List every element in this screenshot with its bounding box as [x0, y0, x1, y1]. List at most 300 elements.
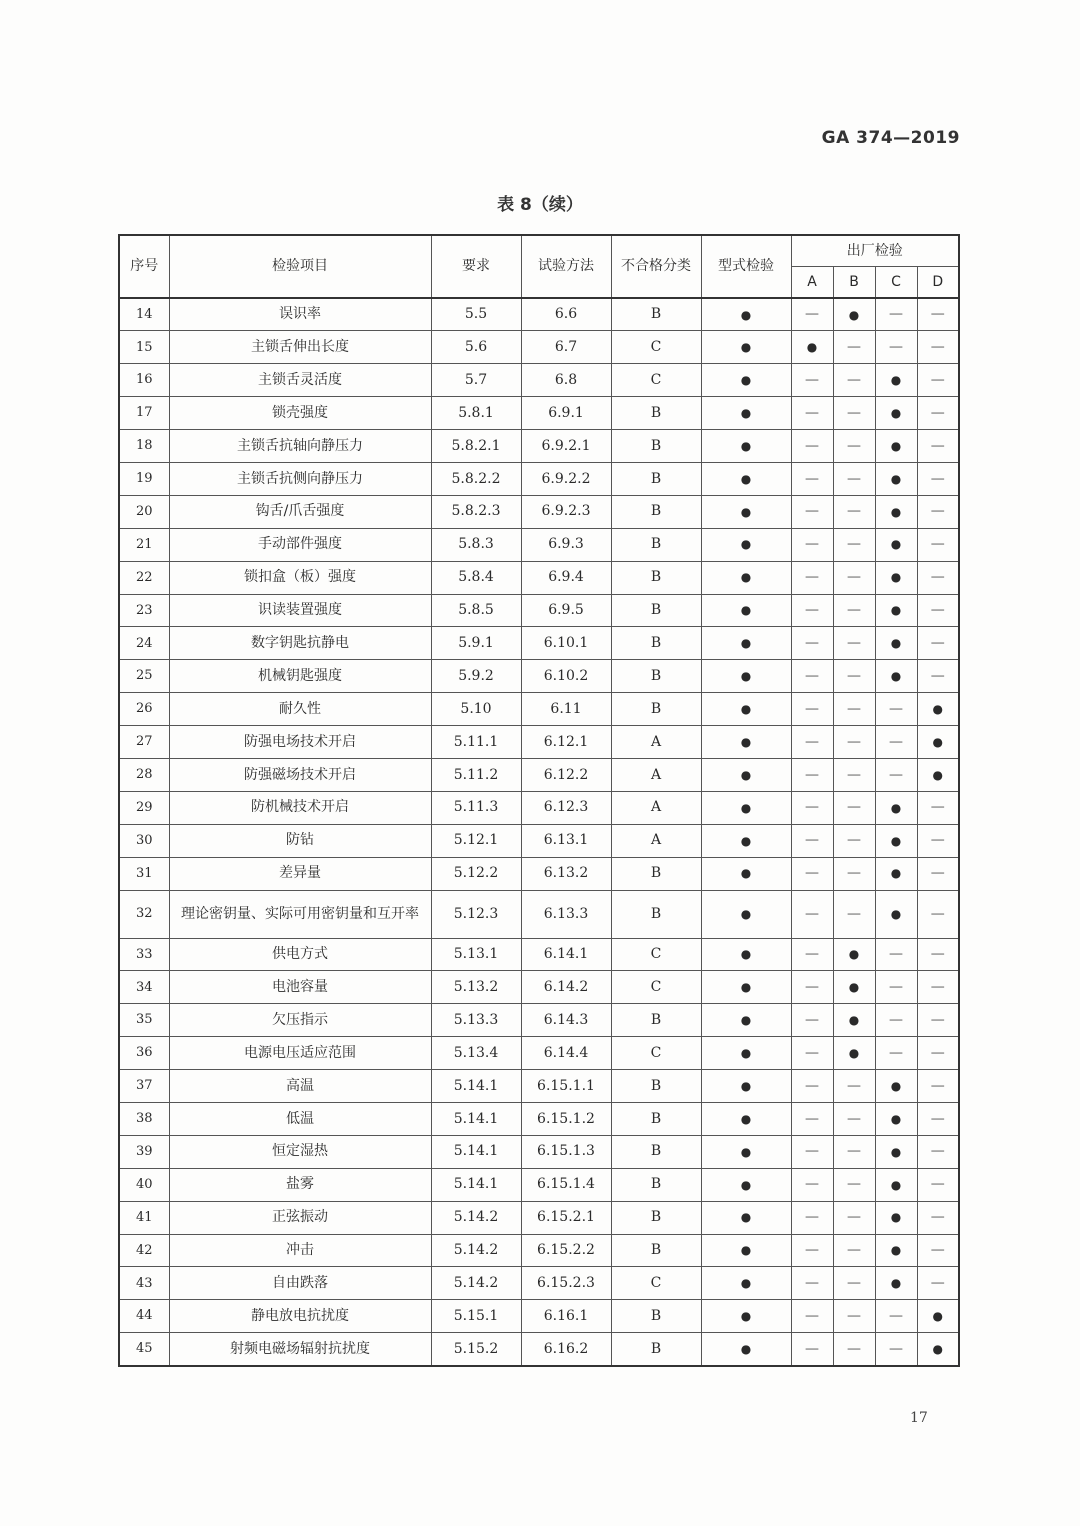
row-factory-b: — — [833, 660, 875, 693]
row-factory-d: — — [917, 1004, 959, 1037]
row-class: B — [611, 890, 701, 938]
row-factory-c: ● — [875, 528, 917, 561]
row-factory-a: — — [791, 528, 833, 561]
page-number: 17 — [910, 1410, 928, 1426]
row-factory-b: — — [833, 1234, 875, 1267]
row-class: B — [611, 495, 701, 528]
row-factory-b: — — [833, 627, 875, 660]
row-factory-a: — — [791, 1201, 833, 1234]
row-factory-d: ● — [917, 1300, 959, 1333]
row-number: 14 — [119, 298, 169, 331]
row-number: 18 — [119, 430, 169, 463]
row-item: 主锁舌抗侧向静压力 — [169, 462, 431, 495]
row-test-method: 6.9.1 — [521, 397, 611, 430]
row-test-method: 6.15.1.1 — [521, 1070, 611, 1103]
row-class: C — [611, 364, 701, 397]
row-test-method: 6.15.2.2 — [521, 1234, 611, 1267]
header-item: 检验项目 — [169, 235, 431, 298]
row-number: 22 — [119, 561, 169, 594]
row-type-test: ● — [701, 660, 791, 693]
row-requirement: 5.14.1 — [431, 1070, 521, 1103]
row-factory-c: — — [875, 758, 917, 791]
row-factory-d: — — [917, 594, 959, 627]
row-requirement: 5.9.1 — [431, 627, 521, 660]
row-test-method: 6.9.5 — [521, 594, 611, 627]
row-factory-b: — — [833, 1135, 875, 1168]
table-row — [119, 1070, 959, 1103]
row-factory-a: — — [791, 938, 833, 971]
row-item: 电池容量 — [169, 971, 431, 1004]
row-factory-d: — — [917, 430, 959, 463]
row-factory-d: ● — [917, 1333, 959, 1366]
row-factory-d: — — [917, 397, 959, 430]
row-factory-b: ● — [833, 971, 875, 1004]
row-factory-b: — — [833, 397, 875, 430]
row-factory-b: ● — [833, 298, 875, 331]
row-type-test: ● — [701, 430, 791, 463]
row-type-test: ● — [701, 627, 791, 660]
row-test-method: 6.9.3 — [521, 528, 611, 561]
row-type-test: ● — [701, 938, 791, 971]
row-test-method: 6.13.1 — [521, 824, 611, 857]
row-factory-d: ● — [917, 693, 959, 726]
row-factory-c: ● — [875, 561, 917, 594]
row-number: 40 — [119, 1168, 169, 1201]
row-factory-c: ● — [875, 397, 917, 430]
row-number: 34 — [119, 971, 169, 1004]
row-item: 防机械技术开启 — [169, 791, 431, 824]
row-factory-c: ● — [875, 1267, 917, 1300]
table-row — [119, 758, 959, 791]
row-requirement: 5.14.1 — [431, 1102, 521, 1135]
row-class: B — [611, 1234, 701, 1267]
row-factory-c: ● — [875, 594, 917, 627]
row-factory-a: — — [791, 890, 833, 938]
row-class: B — [611, 857, 701, 890]
row-requirement: 5.15.1 — [431, 1300, 521, 1333]
row-factory-d: — — [917, 938, 959, 971]
row-item: 静电放电抗扰度 — [169, 1300, 431, 1333]
row-requirement: 5.6 — [431, 331, 521, 364]
row-number: 45 — [119, 1333, 169, 1366]
table-row — [119, 1333, 959, 1366]
row-factory-b: — — [833, 495, 875, 528]
row-factory-b: — — [833, 726, 875, 759]
row-factory-b: ● — [833, 938, 875, 971]
table-row — [119, 938, 959, 971]
row-factory-c: ● — [875, 495, 917, 528]
table-row — [119, 1267, 959, 1300]
table-body — [119, 298, 959, 1366]
row-class: B — [611, 397, 701, 430]
row-item: 耐久性 — [169, 693, 431, 726]
row-requirement: 5.14.2 — [431, 1234, 521, 1267]
row-number: 16 — [119, 364, 169, 397]
row-number: 30 — [119, 824, 169, 857]
row-factory-a: — — [791, 1333, 833, 1366]
row-factory-b: — — [833, 890, 875, 938]
row-factory-a: — — [791, 1168, 833, 1201]
row-item: 数字钥匙抗静电 — [169, 627, 431, 660]
row-factory-c: — — [875, 938, 917, 971]
row-item: 供电方式 — [169, 938, 431, 971]
row-test-method: 6.12.3 — [521, 791, 611, 824]
table-row — [119, 331, 959, 364]
row-class: B — [611, 660, 701, 693]
row-type-test: ● — [701, 331, 791, 364]
row-factory-d: — — [917, 462, 959, 495]
row-number: 31 — [119, 857, 169, 890]
row-item: 射频电磁场辐射抗扰度 — [169, 1333, 431, 1366]
row-class: B — [611, 1300, 701, 1333]
row-factory-b: — — [833, 824, 875, 857]
row-factory-c: — — [875, 693, 917, 726]
row-factory-a: — — [791, 857, 833, 890]
row-test-method: 6.8 — [521, 364, 611, 397]
row-factory-d: — — [917, 528, 959, 561]
row-factory-b: — — [833, 1201, 875, 1234]
row-type-test: ● — [701, 1102, 791, 1135]
row-requirement: 5.14.2 — [431, 1201, 521, 1234]
row-type-test: ● — [701, 1070, 791, 1103]
row-class: C — [611, 1037, 701, 1070]
row-number: 20 — [119, 495, 169, 528]
row-type-test: ● — [701, 1135, 791, 1168]
header-type-test: 型式检验 — [701, 235, 791, 298]
row-type-test: ● — [701, 971, 791, 1004]
row-factory-a: — — [791, 462, 833, 495]
row-test-method: 6.14.1 — [521, 938, 611, 971]
row-factory-c: — — [875, 1333, 917, 1366]
row-type-test: ● — [701, 528, 791, 561]
row-factory-d: — — [917, 824, 959, 857]
row-type-test: ● — [701, 1234, 791, 1267]
row-factory-a: — — [791, 660, 833, 693]
row-factory-d: — — [917, 364, 959, 397]
row-factory-a: — — [791, 758, 833, 791]
row-type-test: ● — [701, 693, 791, 726]
header-factory-a: A — [791, 267, 833, 299]
row-class: C — [611, 331, 701, 364]
row-factory-c: — — [875, 1037, 917, 1070]
row-factory-d: ● — [917, 726, 959, 759]
row-factory-c: ● — [875, 857, 917, 890]
row-requirement: 5.13.3 — [431, 1004, 521, 1037]
row-factory-a: — — [791, 1234, 833, 1267]
row-factory-b: ● — [833, 1004, 875, 1037]
row-class: B — [611, 1168, 701, 1201]
row-factory-c: ● — [875, 1135, 917, 1168]
row-requirement: 5.11.1 — [431, 726, 521, 759]
row-class: A — [611, 791, 701, 824]
row-test-method: 6.12.1 — [521, 726, 611, 759]
row-item: 理论密钥量、实际可用密钥量和互开率 — [169, 890, 431, 938]
row-type-test: ● — [701, 1168, 791, 1201]
row-factory-a: — — [791, 1004, 833, 1037]
table-row — [119, 1234, 959, 1267]
row-factory-d: — — [917, 331, 959, 364]
row-item: 正弦振动 — [169, 1201, 431, 1234]
header-nonconformity-class: 不合格分类 — [611, 235, 701, 298]
row-type-test: ● — [701, 758, 791, 791]
row-requirement: 5.8.2.2 — [431, 462, 521, 495]
row-type-test: ● — [701, 364, 791, 397]
row-test-method: 6.9.2.3 — [521, 495, 611, 528]
row-factory-b: — — [833, 462, 875, 495]
row-factory-c: ● — [875, 1102, 917, 1135]
row-number: 41 — [119, 1201, 169, 1234]
row-factory-c: ● — [875, 627, 917, 660]
row-class: B — [611, 1135, 701, 1168]
row-factory-c: ● — [875, 430, 917, 463]
row-number: 25 — [119, 660, 169, 693]
row-requirement: 5.13.4 — [431, 1037, 521, 1070]
row-factory-a: — — [791, 364, 833, 397]
row-type-test: ● — [701, 824, 791, 857]
row-factory-a: — — [791, 627, 833, 660]
row-factory-b: — — [833, 430, 875, 463]
row-requirement: 5.12.3 — [431, 890, 521, 938]
row-type-test: ● — [701, 857, 791, 890]
row-factory-c: — — [875, 1004, 917, 1037]
row-number: 28 — [119, 758, 169, 791]
row-class: A — [611, 824, 701, 857]
row-factory-d: — — [917, 1201, 959, 1234]
row-item: 锁扣盒（板）强度 — [169, 561, 431, 594]
row-item: 欠压指示 — [169, 1004, 431, 1037]
header-no: 序号 — [119, 235, 169, 298]
row-factory-a: — — [791, 594, 833, 627]
row-test-method: 6.9.4 — [521, 561, 611, 594]
row-item: 防强电场技术开启 — [169, 726, 431, 759]
row-requirement: 5.8.3 — [431, 528, 521, 561]
row-factory-b: — — [833, 857, 875, 890]
row-item: 防强磁场技术开启 — [169, 758, 431, 791]
row-type-test: ● — [701, 1333, 791, 1366]
row-factory-d: ● — [917, 758, 959, 791]
row-factory-b: — — [833, 561, 875, 594]
row-test-method: 6.10.2 — [521, 660, 611, 693]
row-factory-a: — — [791, 971, 833, 1004]
row-factory-d: — — [917, 1267, 959, 1300]
row-item: 自由跌落 — [169, 1267, 431, 1300]
row-test-method: 6.12.2 — [521, 758, 611, 791]
row-factory-a: — — [791, 824, 833, 857]
table-row — [119, 397, 959, 430]
row-type-test: ● — [701, 726, 791, 759]
row-factory-a: — — [791, 298, 833, 331]
row-test-method: 6.10.1 — [521, 627, 611, 660]
row-number: 32 — [119, 890, 169, 938]
row-requirement: 5.14.1 — [431, 1135, 521, 1168]
row-factory-d: — — [917, 660, 959, 693]
row-class: B — [611, 1004, 701, 1037]
row-factory-a: — — [791, 397, 833, 430]
table-title: 表 8（续） — [497, 195, 583, 215]
row-factory-d: — — [917, 857, 959, 890]
header-factory-b: B — [833, 267, 875, 299]
table-row — [119, 627, 959, 660]
table-row — [119, 1168, 959, 1201]
table-row — [119, 1102, 959, 1135]
row-test-method: 6.15.1.2 — [521, 1102, 611, 1135]
row-class: B — [611, 627, 701, 660]
table-row — [119, 660, 959, 693]
row-factory-c: — — [875, 726, 917, 759]
row-factory-b: — — [833, 1300, 875, 1333]
row-factory-c: — — [875, 971, 917, 1004]
row-class: B — [611, 561, 701, 594]
row-item: 锁壳强度 — [169, 397, 431, 430]
row-factory-d: — — [917, 495, 959, 528]
row-test-method: 6.14.4 — [521, 1037, 611, 1070]
row-type-test: ● — [701, 495, 791, 528]
row-requirement: 5.9.2 — [431, 660, 521, 693]
row-class: A — [611, 726, 701, 759]
row-test-method: 6.14.2 — [521, 971, 611, 1004]
row-requirement: 5.14.2 — [431, 1267, 521, 1300]
row-number: 27 — [119, 726, 169, 759]
row-factory-a: — — [791, 726, 833, 759]
row-test-method: 6.6 — [521, 298, 611, 331]
row-item: 冲击 — [169, 1234, 431, 1267]
row-factory-c: — — [875, 331, 917, 364]
row-factory-b: — — [833, 331, 875, 364]
row-factory-d: — — [917, 1102, 959, 1135]
row-test-method: 6.15.2.1 — [521, 1201, 611, 1234]
row-number: 26 — [119, 693, 169, 726]
table-row — [119, 561, 959, 594]
row-factory-b: — — [833, 791, 875, 824]
row-number: 33 — [119, 938, 169, 971]
row-class: B — [611, 1102, 701, 1135]
row-class: B — [611, 430, 701, 463]
row-item: 机械钥匙强度 — [169, 660, 431, 693]
row-number: 38 — [119, 1102, 169, 1135]
row-test-method: 6.16.2 — [521, 1333, 611, 1366]
row-number: 21 — [119, 528, 169, 561]
row-item: 低温 — [169, 1102, 431, 1135]
row-number: 23 — [119, 594, 169, 627]
row-factory-c: ● — [875, 1168, 917, 1201]
row-number: 42 — [119, 1234, 169, 1267]
row-factory-c: — — [875, 1300, 917, 1333]
row-factory-d: — — [917, 1037, 959, 1070]
row-type-test: ● — [701, 1300, 791, 1333]
row-class: B — [611, 462, 701, 495]
table-row — [119, 1004, 959, 1037]
row-number: 37 — [119, 1070, 169, 1103]
row-factory-c: — — [875, 298, 917, 331]
row-item: 主锁舌灵活度 — [169, 364, 431, 397]
row-number: 36 — [119, 1037, 169, 1070]
table-row — [119, 791, 959, 824]
row-requirement: 5.14.1 — [431, 1168, 521, 1201]
row-class: A — [611, 758, 701, 791]
row-factory-a: — — [791, 495, 833, 528]
row-number: 39 — [119, 1135, 169, 1168]
row-requirement: 5.11.3 — [431, 791, 521, 824]
row-factory-b: — — [833, 1102, 875, 1135]
row-item: 高温 — [169, 1070, 431, 1103]
row-factory-a: ● — [791, 331, 833, 364]
table-row — [119, 971, 959, 1004]
row-factory-a: — — [791, 1037, 833, 1070]
header-requirement: 要求 — [431, 235, 521, 298]
row-class: B — [611, 298, 701, 331]
row-factory-d: — — [917, 1234, 959, 1267]
row-factory-c: ● — [875, 462, 917, 495]
row-class: B — [611, 693, 701, 726]
table-row — [119, 726, 959, 759]
row-class: B — [611, 594, 701, 627]
row-test-method: 6.11 — [521, 693, 611, 726]
table-row — [119, 1300, 959, 1333]
row-factory-a: — — [791, 791, 833, 824]
table-row — [119, 528, 959, 561]
row-test-method: 6.15.1.4 — [521, 1168, 611, 1201]
row-requirement: 5.15.2 — [431, 1333, 521, 1366]
row-factory-b: — — [833, 758, 875, 791]
row-item: 主锁舌抗轴向静压力 — [169, 430, 431, 463]
row-type-test: ● — [701, 1201, 791, 1234]
table-row — [119, 1135, 959, 1168]
row-factory-b: — — [833, 528, 875, 561]
table-row — [119, 857, 959, 890]
row-item: 手动部件强度 — [169, 528, 431, 561]
row-item: 误识率 — [169, 298, 431, 331]
row-factory-d: — — [917, 1168, 959, 1201]
row-test-method: 6.15.1.3 — [521, 1135, 611, 1168]
row-class: B — [611, 1070, 701, 1103]
row-requirement: 5.8.2.3 — [431, 495, 521, 528]
row-factory-a: — — [791, 430, 833, 463]
row-number: 17 — [119, 397, 169, 430]
row-factory-a: — — [791, 1135, 833, 1168]
row-type-test: ● — [701, 462, 791, 495]
row-class: B — [611, 528, 701, 561]
row-factory-d: — — [917, 627, 959, 660]
header-factory-d: D — [917, 267, 959, 299]
row-number: 29 — [119, 791, 169, 824]
row-type-test: ● — [701, 1004, 791, 1037]
row-factory-a: — — [791, 1070, 833, 1103]
row-requirement: 5.10 — [431, 693, 521, 726]
row-factory-b: — — [833, 1267, 875, 1300]
row-number: 24 — [119, 627, 169, 660]
row-type-test: ● — [701, 1267, 791, 1300]
row-number: 15 — [119, 331, 169, 364]
row-requirement: 5.13.1 — [431, 938, 521, 971]
row-factory-c: ● — [875, 824, 917, 857]
row-requirement: 5.13.2 — [431, 971, 521, 1004]
row-requirement: 5.8.4 — [431, 561, 521, 594]
row-test-method: 6.13.3 — [521, 890, 611, 938]
row-requirement: 5.8.2.1 — [431, 430, 521, 463]
row-factory-a: — — [791, 1267, 833, 1300]
row-factory-c: ● — [875, 1201, 917, 1234]
table-row — [119, 824, 959, 857]
table-row — [119, 594, 959, 627]
header-test-method: 试验方法 — [521, 235, 611, 298]
row-test-method: 6.16.1 — [521, 1300, 611, 1333]
row-type-test: ● — [701, 890, 791, 938]
row-test-method: 6.9.2.1 — [521, 430, 611, 463]
row-type-test: ● — [701, 1037, 791, 1070]
row-type-test: ● — [701, 397, 791, 430]
row-class: C — [611, 938, 701, 971]
row-test-method: 6.9.2.2 — [521, 462, 611, 495]
